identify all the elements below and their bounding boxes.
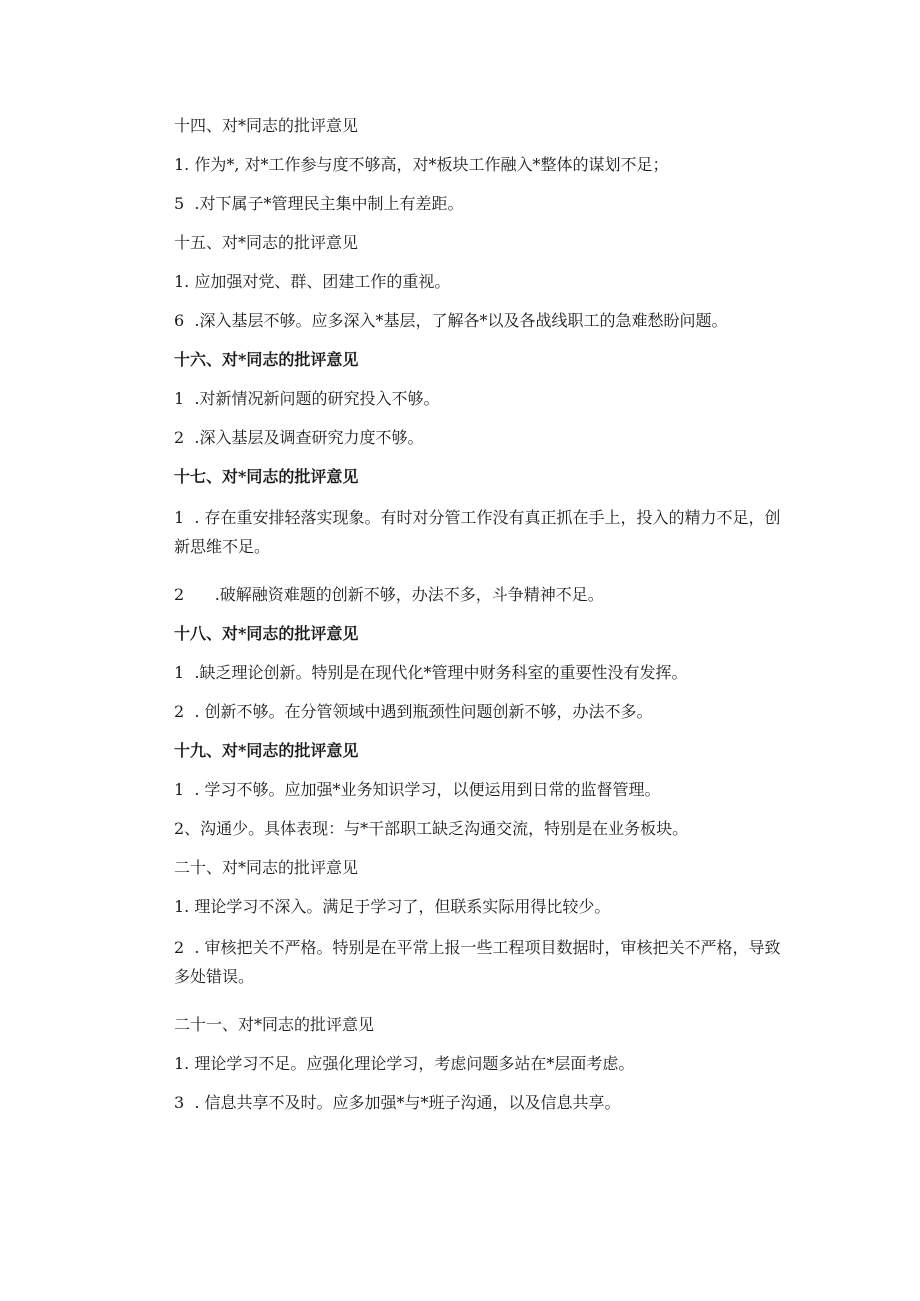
section-heading: 二十、对*同志的批评意见	[174, 858, 359, 877]
list-item: 6 .深入基层不够。应多深入*基层，了解各*以及各战线职工的急难愁盼问题。	[174, 311, 728, 330]
document-body	[174, 113, 786, 1129]
section-heading: 十五、对*同志的批评意见	[174, 233, 359, 252]
list-item: 1. 理论学习不深入。满足于学习了，但联系实际用得比较少。	[174, 897, 611, 916]
list-item: 1 .缺乏理论创新。特别是在现代化*管理中财务科室的重要性没有发挥。	[174, 663, 688, 682]
list-item-wrapped: 2 . 审核把关不严格。特别是在平常上报一些工程项目数据时，审核把关不严格，导致多处错误。	[174, 938, 781, 986]
section-heading: 十八、对*同志的批评意见	[174, 624, 359, 643]
list-item: 2 .破解融资难题的创新不够，办法不多，斗争精神不足。	[174, 585, 604, 604]
section-heading: 二十一、对*同志的批评意见	[174, 1015, 375, 1034]
section-heading: 十六、对*同志的批评意见	[174, 350, 359, 369]
list-item: 1. 应加强对党、群、团建工作的重视。	[174, 272, 451, 291]
list-item: 1. 理论学习不足。应强化理论学习，考虑问题多站在*层面考虑。	[174, 1054, 635, 1073]
section-heading: 十九、对*同志的批评意见	[174, 741, 359, 760]
list-item: 2 . 创新不够。在分管领域中遇到瓶颈性问题创新不够，办法不多。	[174, 702, 653, 721]
list-item: 2、沟通少。具体表现：与*干部职工缺乏沟通交流，特别是在业务板块。	[174, 819, 689, 838]
section-heading: 十七、对*同志的批评意见	[174, 467, 359, 486]
section-heading: 十四、对*同志的批评意见	[174, 116, 359, 135]
list-item: 5 .对下属子*管理民主集中制上有差距。	[174, 194, 464, 213]
list-item-wrapped: 1 . 存在重安排轻落实现象。有时对分管工作没有真正抓在手上，投入的精力不足，创新思维不足。	[174, 508, 781, 556]
list-item: 3 . 信息共享不及时。应多加强*与*班子沟通，以及信息共享。	[174, 1093, 621, 1112]
list-item: 1 . 学习不够。应加强*业务知识学习，以便运用到日常的监督管理。	[174, 780, 661, 799]
list-item: 1. 作为*, 对*工作参与度不够高，对*板块工作融入*整体的谋划不足；	[174, 155, 669, 174]
list-item: 2 .深入基层及调查研究力度不够。	[174, 428, 424, 447]
list-item: 1 .对新情况新问题的研究投入不够。	[174, 389, 440, 408]
